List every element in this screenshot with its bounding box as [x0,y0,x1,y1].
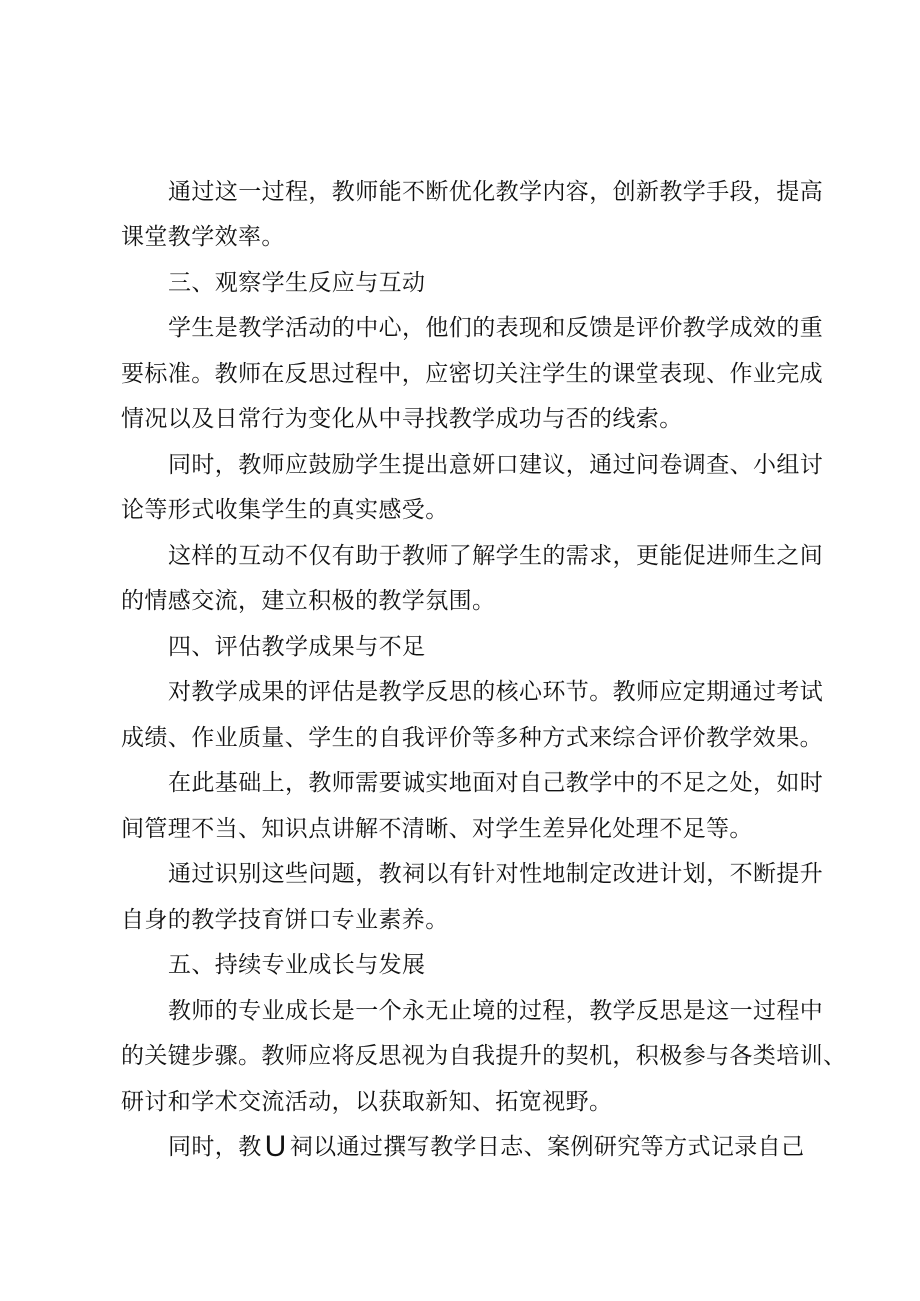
paragraph-line: 教师的专业成长是一个永无止境的过程，教学反思是这一过程中 [168,998,824,1024]
paragraph-line: 间管理不当、知识点讲解不清晰、对学生差异化处理不足等。 [121,816,753,842]
paragraph-line: 研讨和学术交流活动，以获取新知、拓宽视野。 [121,1089,613,1115]
paragraph-line-last [168,1132,805,1162]
section-heading: 三、观察学生反应与互动 [168,270,426,296]
paragraph-line: 同时，教师应鼓励学生提出意妍口建议，通过问卷调查、小组讨 [168,452,824,478]
paragraph-line: 自身的教学技育饼口专业素养。 [121,907,449,933]
section-heading: 四、评估教学成果与不足 [168,634,426,660]
paragraph-line: 成绩、作业质量、学生的自我评价等多种方式来综合评价教学效果。 [121,725,823,751]
text-segment: 同时，教 [168,1134,262,1160]
paragraph-line: 的关键步骤。教师应将反思视为自我提升的契机，积极参与各类培训、 [121,1043,847,1069]
paragraph-line: 通过这一过程，教师能不断优化教学内容，创新教学手段，提高 [168,179,824,205]
text-segment: 祠以通过撰写教学日志、案例研究等方式记录自己 [289,1134,805,1160]
paragraph-line: 情况以及日常行为变化从中寻找教学成功与否的线索。 [121,406,683,432]
paragraph-line: 这样的互动不仅有助于教师了解学生的需求，更能促进师生之间 [168,543,824,569]
stray-glyph: U [264,1130,287,1163]
paragraph-line: 对教学成果的评估是教学反思的核心环节。教师应定期通过考试 [168,679,824,705]
paragraph-line: 论等形式收集学生的真实感受。 [121,497,449,523]
paragraph-line: 通过识别这些问题，教祠以有针对性地制定改进计划，不断提升 [168,861,824,887]
paragraph-line: 课堂教学效率。 [121,224,285,250]
paragraph-line: 学生是教学活动的中心，他们的表现和反馈是评价教学成效的重 [168,315,824,341]
paragraph-line: 的情感交流，建立积极的教学氛围。 [121,588,496,614]
paragraph-line: 在此基础上，教师需要诚实地面对自己教学中的不足之处，如时 [168,770,824,796]
paragraph-line: 要标准。教师在反思过程中，应密切关注学生的课堂表现、作业完成 [121,361,823,387]
section-heading: 五、持续专业成长与发展 [168,952,426,978]
